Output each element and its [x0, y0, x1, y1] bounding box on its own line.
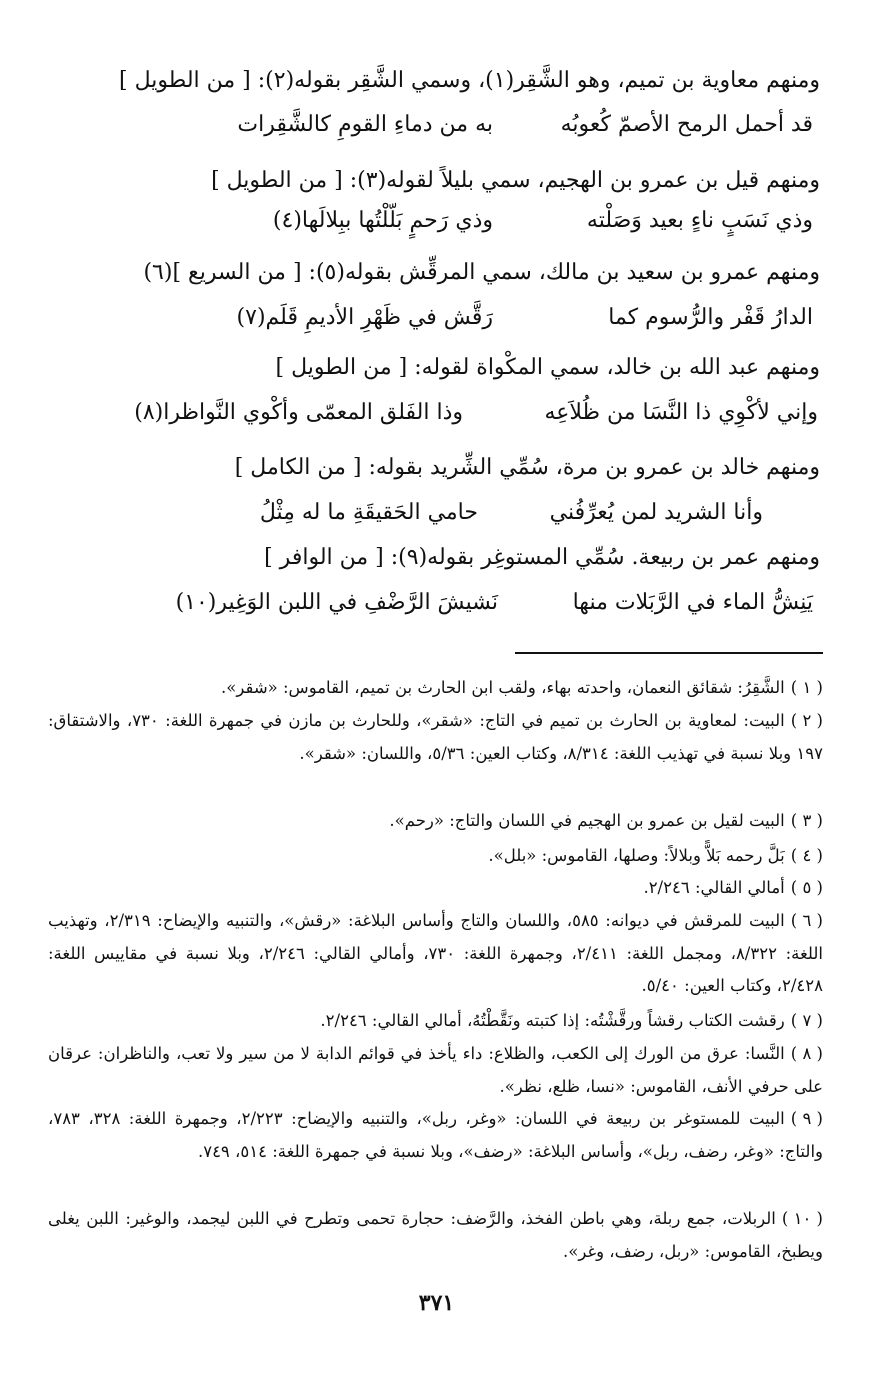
page-number: ٣٧١ [418, 1290, 455, 1316]
entry-intro-1: ومنهم معاوية بن تميم، وهو الشَّقِر(١)، وسمي الشَّقِر بقوله(٢): [ من الطويل ] [119, 68, 820, 93]
entry-intro-5: ومنهم خالد بن عمرو بن مرة، سُمِّي الشِّريد بقوله: [ من الكامل ] [234, 455, 820, 480]
footnote-text: أمالي القالي: ٢/٢٤٦. [643, 878, 785, 897]
footnote-6 [48, 905, 823, 1003]
footnote-5 [48, 872, 823, 905]
footnote-number: ( ٣ ) [790, 811, 823, 830]
footnote-text: بَلَّ رحمه بَلاًّ وبلالاً: وصلها، القاموس: «بلل». [488, 846, 785, 865]
verse-hemistich-2a: وذي نَسَبٍ ناءٍ بعيد وَصَلْته [586, 208, 813, 233]
footnote-text: رقشت الكتاب رقشاً ورقَّشْتُه: إذا كتبته ونَقَّطْتُهُ، أمالي القالي: ٢/٢٤٦. [320, 1011, 785, 1030]
footnote-8 [48, 1038, 823, 1103]
footnote-number: ( ١٠ ) [781, 1209, 823, 1228]
verse-hemistich-1a: قد أحمل الرمح الأصمّ كُعوبُه [560, 112, 813, 137]
entry-intro-3: ومنهم عمرو بن سعيد بن مالك، سمي المرقِّش بقوله(٥): [ من السريع ](٦) [143, 260, 820, 285]
verse-hemistich-3b: رَقَّش في ظَهْرِ الأديمِ قَلَم(٧) [236, 305, 493, 330]
entry-intro-4: ومنهم عبد الله بن خالد، سمي المكْواة لقوله: [ من الطويل ] [275, 355, 820, 380]
footnote-text: الشَّقِرُ: شقائق النعمان، واحدته بهاء، ولقب ابن الحارث بن تميم، القاموس: «شقر». [221, 678, 785, 697]
footnote-text: الربلات، جمع ربلة، وهي باطن الفخذ، والرَّضف: حجارة تحمى وتطرح في اللبن ليجمد، والوغير: اللبن يغلى ويطبخ، القاموس: «ربل، رضف، وغر». [48, 1209, 823, 1261]
verse-hemistich-6b: نَشيشَ الرَّضْفِ في اللبن الوَغِير(١٠) [175, 590, 498, 615]
verse-hemistich-2b: وذي رَحمٍ بَلّلْتُها ببِلالَها(٤) [272, 208, 493, 233]
footnote-2 [48, 705, 823, 770]
footnote-text: البيت لقيل بن عمرو بن الهجيم في اللسان والتاج: «رحم». [389, 811, 785, 830]
footnote-9 [48, 1103, 823, 1168]
footnote-number: ( ٩ ) [790, 1109, 823, 1128]
footnote-number: ( ٢ ) [790, 711, 823, 730]
footnote-number: ( ٦ ) [790, 911, 823, 930]
footnote-7 [48, 1005, 823, 1038]
footnote-3 [48, 805, 823, 838]
footnote-1 [48, 672, 823, 705]
footnote-number: ( ٨ ) [790, 1044, 823, 1063]
footnote-text: البيت: لمعاوية بن الحارث بن تميم في التاج: «شقر»، وللحارث بن مازن في جمهرة اللغة: ٧٣٠، والاشتقاق: ١٩٧ وبلا نسبة في تهذيب اللغة: ٨/٣١٤، وكتاب العين: ٥/٣٦، واللسان: «شقر». [48, 711, 823, 763]
verse-hemistich-4b: وذا الفَلق المعمّى وأكْوي النَّواظرا(٨) [134, 400, 463, 425]
verse-hemistich-5b: حامي الحَقيقَةِ ما له مِثْلُ [259, 500, 478, 525]
entry-intro-2: ومنهم قيل بن عمرو بن الهجيم، سمي بليلاً لقوله(٣): [ من الطويل ] [211, 168, 820, 193]
footnote-10 [48, 1203, 823, 1268]
footnote-number: ( ٧ ) [790, 1011, 823, 1030]
verse-hemistich-3a: الدارُ قَفْر والرُّسوم كما [608, 305, 813, 330]
footnote-number: ( ٤ ) [790, 846, 823, 865]
footnote-4 [48, 840, 823, 873]
footnote-number: ( ٥ ) [790, 878, 823, 897]
footnote-separator [515, 652, 823, 654]
entry-intro-6: ومنهم عمر بن ربيعة. سُمِّي المستوغِر بقوله(٩): [ من الوافر ] [264, 545, 820, 570]
verse-hemistich-5a: وأنا الشريد لمن يُعرِّفُني [549, 500, 763, 525]
footnote-text: البيت للمستوغر بن ربيعة في اللسان: «وغر، ربل»، والتنبيه والإيضاح: ٢/٢٢٣، وجمهرة اللغة: ٣٢٨، ٧٨٣، والتاج: «وغر، رضف، ربل»، وأساس البلاغة: «رضف»، وبلا نسبة في جمهرة اللغة: ٥١٤، ٧٤٩. [48, 1109, 823, 1161]
verse-hemistich-1b: به من دماءِ القومِ كالشَّقِرات [237, 112, 493, 137]
footnote-text: البيت للمرقش في ديوانه: ٥٨٥، واللسان والتاج وأساس البلاغة: «رقش»، والتنبيه والإيضاح: ٢/٣١٩، وتهذيب اللغة: ٨/٣٢٢، ومجمل اللغة: ٢/٤١١، وجمهرة اللغة: ٧٣٠، وأمالي القالي: ٢/٢٤٦، وبلا نسبة في مقاييس اللغة: ٢/٤٢٨، وكتاب العين: ٥/٤٠. [48, 911, 824, 996]
footnote-text: النَّسا: عرق من الورك إلى الكعب، والظلاع: داء يأخذ في قوائم الدابة لا من سير ولا تعب، والناظران: عرقان على حرفي الأنف، القاموس: «نسا، ظلع، نظر». [48, 1044, 823, 1096]
footnote-number: ( ١ ) [790, 678, 823, 697]
verse-hemistich-6a: يَنِشُّ الماء في الرَّبَلات منها [572, 590, 813, 615]
verse-hemistich-4a: وإني لأكْوِي ذا النَّسَا من ظُلاَعِه [544, 400, 818, 425]
